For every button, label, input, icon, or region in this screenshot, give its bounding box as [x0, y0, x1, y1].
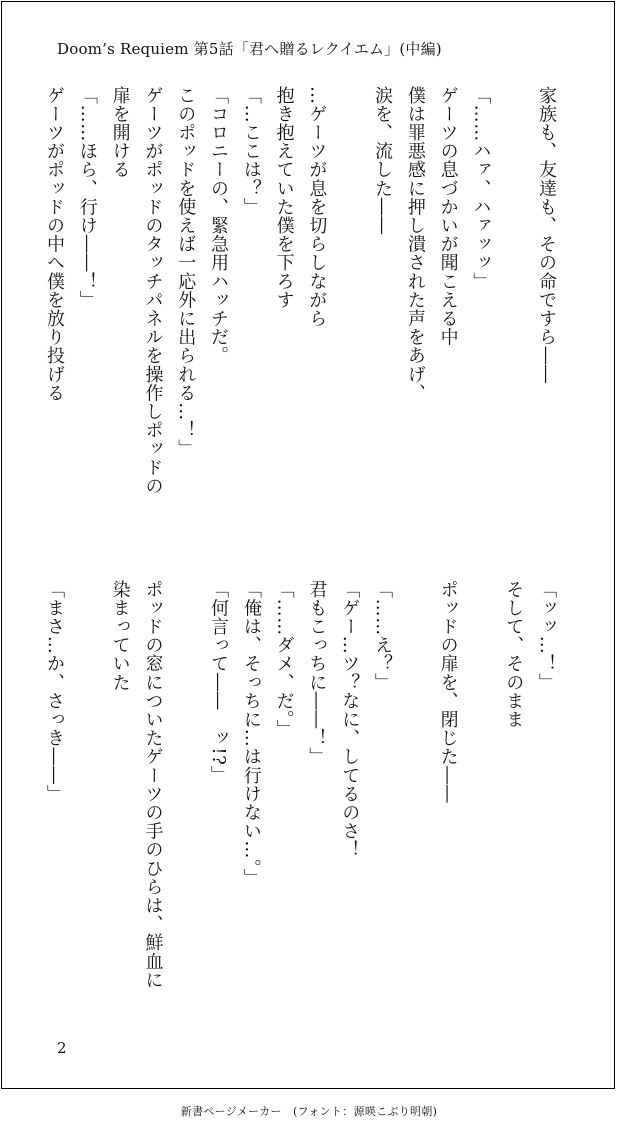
- text-line: 「…ここは？」: [240, 86, 262, 217]
- blank-line: [398, 580, 431, 1040]
- blank-line: [70, 580, 103, 1040]
- text-line: 染まっていた: [109, 580, 131, 692]
- blank-line: [168, 580, 201, 1040]
- lower-text-block: [37, 580, 562, 1040]
- text-line: 君もこっちに――！」: [306, 580, 328, 766]
- manuscript-page: [1, 1, 615, 1089]
- text-line: …ゲーツが息を切らしながら: [306, 86, 328, 328]
- text-line: 「何言って―― ッ!?」: [208, 580, 230, 785]
- text-line: 「……ダメ、だ。」: [273, 580, 295, 739]
- text-line: 「俺は、そっちに…は行けない…。」: [240, 580, 262, 888]
- page-header-title: Doom’s Requiem 第5話「君へ贈るレクイエム」(中編): [57, 40, 442, 58]
- upper-text-block: [37, 86, 562, 496]
- footer-credit: 新書ページメーカー (フォント：源暎こぶり明朝): [180, 1105, 438, 1118]
- text-line: 「コロニーの、緊急用ハッチだ。: [208, 86, 230, 365]
- text-line: 「ッッ…！」: [536, 580, 557, 692]
- text-line: 「まさ…か、さっき――」: [44, 580, 66, 804]
- blank-line: [496, 86, 529, 486]
- text-line: このポッドを使えば一応外に出られる…！」: [175, 86, 197, 458]
- blank-line: [464, 580, 497, 1040]
- text-line: ポッドの窓についたゲーツの手のひらは、鮮血に: [142, 580, 164, 990]
- text-line: 「……ほら、行け――！」: [76, 86, 98, 310]
- text-line: ポッドの扉を、閉じた――: [437, 580, 459, 804]
- text-line: 抱き抱えていた僕を下ろす: [273, 86, 295, 310]
- text-line: 涙を、流した――: [372, 86, 394, 235]
- text-line: 僕は罪悪感に押し潰された声をあげ、: [404, 86, 426, 403]
- text-line: 「ゲー…ツ？なに、してるのさ！: [339, 580, 361, 859]
- blank-line: [332, 86, 365, 486]
- text-line: そして、そのまま: [503, 580, 525, 729]
- text-line: 家族も、友達も、その命ですら――: [536, 86, 557, 384]
- text-line: ゲーツがポッドのタッチパネルを操作しポッドの: [142, 86, 164, 496]
- page-number: 2: [57, 1039, 67, 1057]
- text-line: 「……ハァ、ハァッッ」: [470, 86, 492, 291]
- text-line: 「……え？」: [372, 580, 394, 692]
- text-line: 扉を開ける: [109, 86, 131, 179]
- text-line: ゲーツの息づかいが聞こえる中: [437, 86, 459, 347]
- text-line: ゲーツがポッドの中へ僕を放り投げる: [44, 86, 66, 403]
